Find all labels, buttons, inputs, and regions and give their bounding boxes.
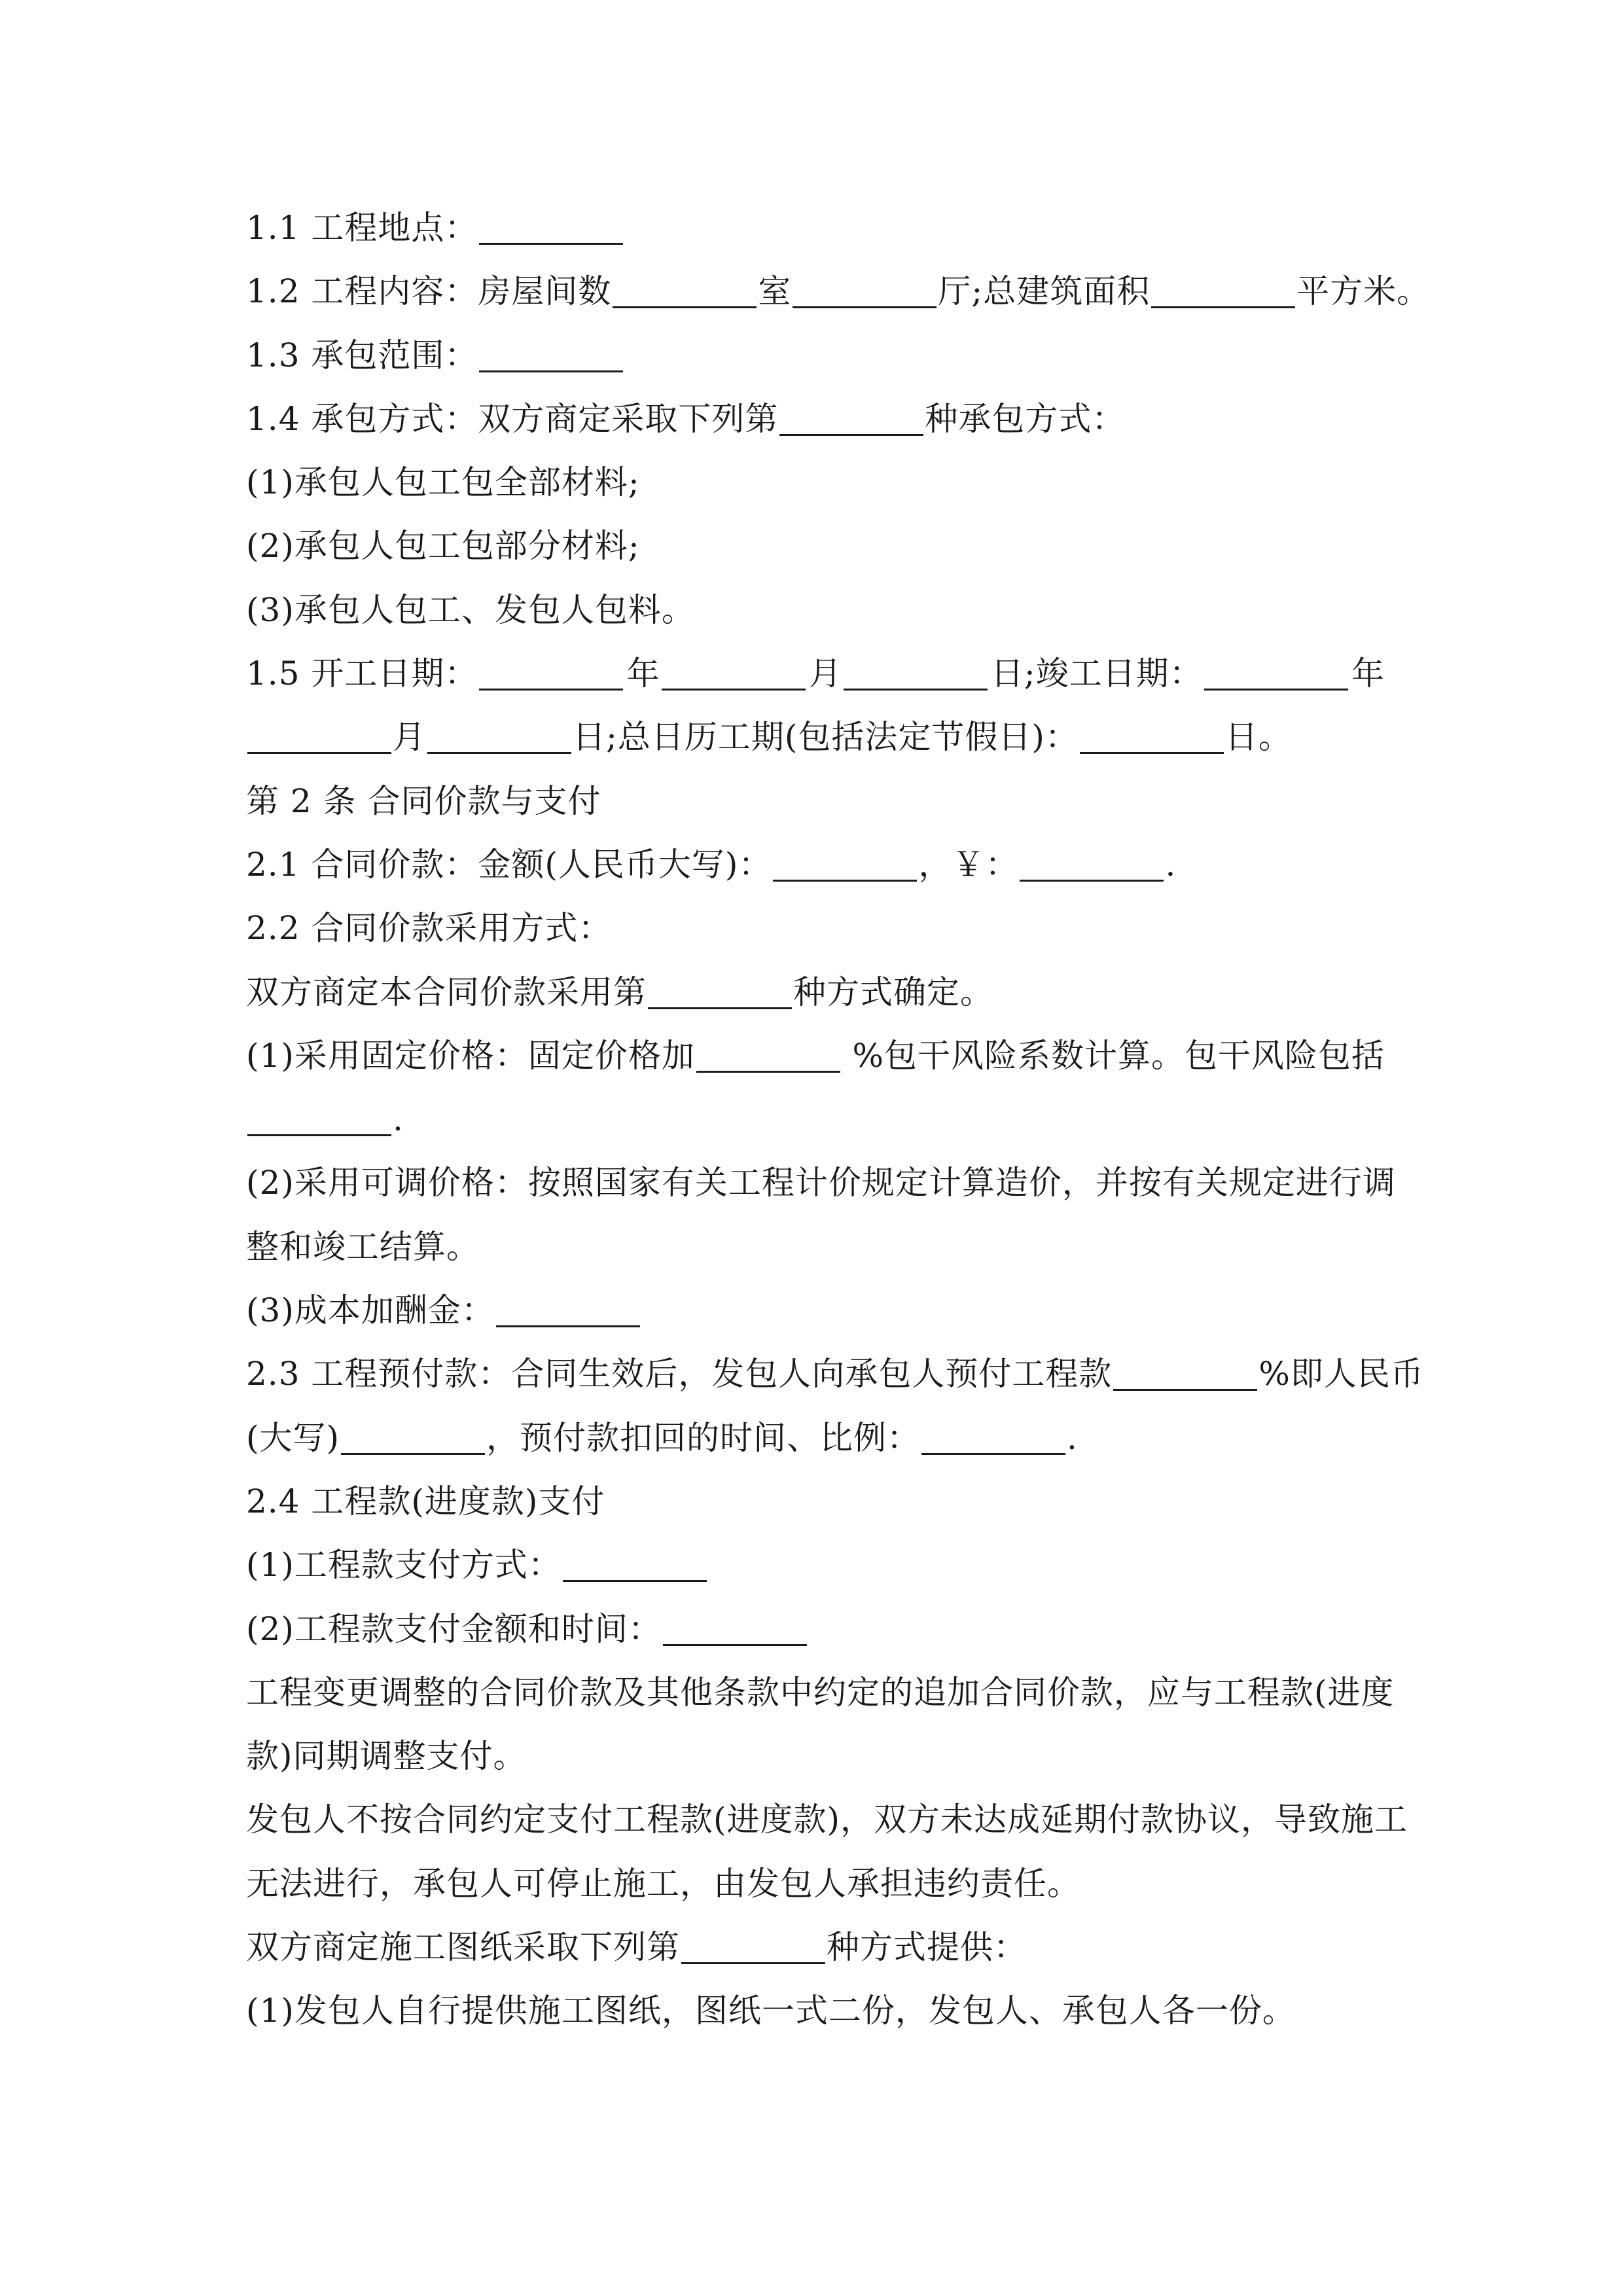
clause-text: %即人民币 xyxy=(1258,1355,1424,1393)
clause-text: (3)成本加酬金： xyxy=(246,1291,495,1330)
clause-2-3-cont xyxy=(246,1407,1385,1470)
clause-text: ，￥： xyxy=(918,845,1019,884)
clause-text: ，预付款扣回的时间、比例： xyxy=(486,1418,921,1457)
price-option-1 xyxy=(246,1024,1385,1088)
clause-text: 1.2 工程内容：房屋间数 xyxy=(246,272,612,311)
clause-text: 年 xyxy=(626,655,660,693)
clause-text: 室 xyxy=(758,272,792,311)
fill-in-blank[interactable] xyxy=(793,274,936,308)
clause-1-5 xyxy=(246,642,1385,706)
fill-in-blank[interactable] xyxy=(1080,719,1224,754)
price-option-2 xyxy=(246,1151,1396,1215)
payment-option-2 xyxy=(246,1598,1385,1661)
clause-text: 整和竣工结算。 xyxy=(246,1227,480,1266)
section-heading: 第 2 条 合同价款与支付 xyxy=(246,781,601,820)
fill-in-blank[interactable] xyxy=(613,274,757,308)
clause-text: (大写) xyxy=(246,1418,340,1457)
clause-text: 2.2 合同价款采用方式： xyxy=(246,909,612,948)
clause-1-3 xyxy=(246,324,1385,387)
fill-in-blank[interactable] xyxy=(779,401,923,436)
fill-in-blank[interactable] xyxy=(247,1102,391,1136)
clause-text: 款)同期调整支付。 xyxy=(246,1737,527,1776)
fill-in-blank[interactable] xyxy=(247,719,391,754)
clause-text: (2)承包人包工包部分材料; xyxy=(246,527,640,565)
fill-in-blank[interactable] xyxy=(844,656,988,691)
clause-text: . xyxy=(1067,1418,1078,1457)
clause-text: 双方商定本合同价款采用第 xyxy=(246,973,647,1011)
clause-text: . xyxy=(393,1100,404,1139)
clause-text: (1)承包人包工包全部材料; xyxy=(246,463,640,502)
paragraph-default-payment-cont xyxy=(246,1852,1385,1916)
price-option-3 xyxy=(246,1279,1385,1342)
clause-text: 种方式提供： xyxy=(827,1928,1027,1967)
clause-text: 2.4 工程款(进度款)支付 xyxy=(246,1482,605,1520)
clause-text: (1)采用固定价格：固定价格加 xyxy=(246,1036,695,1075)
fill-in-blank[interactable] xyxy=(1113,1356,1257,1391)
clause-text: 日;总日历工期(包括法定节假日)： xyxy=(573,718,1079,757)
clause-2-1 xyxy=(246,833,1385,897)
clause-text: 1.3 承包范围： xyxy=(246,336,478,374)
option-1 xyxy=(246,451,1385,514)
paragraph-change-adjust-cont xyxy=(246,1725,1385,1788)
clause-text: (3)承包人包工、发包人包料。 xyxy=(246,590,695,629)
fill-in-blank[interactable] xyxy=(563,1547,707,1582)
clause-2-4 xyxy=(246,1470,1385,1534)
fill-in-blank[interactable] xyxy=(648,975,792,1009)
clause-text: %包干风险系数计算。包干风险包括 xyxy=(852,1036,1385,1075)
fill-in-blank[interactable] xyxy=(1020,847,1164,882)
clause-text: (2)采用可调价格：按照国家有关工程计价规定计算造价，并按有关规定进行调 xyxy=(246,1164,1396,1202)
clause-text: (1)工程款支付方式： xyxy=(246,1546,562,1585)
fill-in-blank[interactable] xyxy=(479,656,623,691)
payment-option-1 xyxy=(246,1534,1385,1597)
clause-text: 2.1 合同价款：金额(人民币大写)： xyxy=(246,845,772,884)
fill-in-blank[interactable] xyxy=(1151,274,1295,308)
clause-text: 厅;总建筑面积 xyxy=(938,272,1150,311)
clause-text: 1.5 开工日期： xyxy=(246,655,478,693)
clause-text: 日;竣工日期： xyxy=(990,655,1203,693)
fill-in-blank[interactable] xyxy=(663,1611,807,1646)
clause-2-3 xyxy=(246,1342,1424,1406)
paragraph-change-adjust xyxy=(246,1661,1395,1725)
clause-text: 平方米。 xyxy=(1296,272,1431,311)
article-2-heading xyxy=(246,770,1385,833)
clause-text: 月 xyxy=(393,718,426,757)
fill-in-blank[interactable] xyxy=(496,1293,640,1327)
paragraph-drawings xyxy=(246,1916,1385,1979)
fill-in-blank[interactable] xyxy=(662,656,806,691)
price-option-1-cont xyxy=(246,1088,1385,1151)
clause-2-2 xyxy=(246,897,1385,960)
clause-text: 日。 xyxy=(1224,718,1292,757)
fill-in-blank[interactable] xyxy=(696,1038,840,1073)
clause-text: 种承包方式： xyxy=(925,399,1126,438)
clause-text: 发包人不按合同约定支付工程款(进度款)，双方未达成延期付款协议，导致施工 xyxy=(246,1801,1408,1839)
fill-in-blank[interactable] xyxy=(479,338,623,372)
fill-in-blank[interactable] xyxy=(1204,656,1348,691)
clause-1-2 xyxy=(246,260,1431,323)
clause-text: 1.1 工程地点： xyxy=(246,209,478,247)
fill-in-blank[interactable] xyxy=(341,1420,485,1455)
clause-text: 种方式确定。 xyxy=(793,973,993,1011)
contract-text xyxy=(246,196,1431,2043)
clause-text: 无法进行，承包人可停止施工，由发包人承担违约责任。 xyxy=(246,1864,1080,1903)
fill-in-blank[interactable] xyxy=(773,847,917,882)
clause-text: (1)发包人自行提供施工图纸，图纸一式二份，发包人、承包人各一份。 xyxy=(246,1992,1296,2030)
clause-1-4 xyxy=(246,387,1385,451)
option-2 xyxy=(246,514,1385,578)
drawings-option-1 xyxy=(246,1979,1385,2043)
option-3 xyxy=(246,579,1385,642)
fill-in-blank[interactable] xyxy=(479,210,623,245)
clause-text: (2)工程款支付金额和时间： xyxy=(246,1609,662,1648)
clause-2-2-method xyxy=(246,961,1385,1024)
clause-text: 年 xyxy=(1351,655,1385,693)
clause-1-1 xyxy=(246,196,1385,260)
fill-in-blank[interactable] xyxy=(681,1929,825,1964)
clause-text: . xyxy=(1165,845,1177,884)
fill-in-blank[interactable] xyxy=(921,1420,1065,1455)
clause-text: 双方商定施工图纸采取下列第 xyxy=(246,1928,680,1967)
clause-1-5-cont xyxy=(246,706,1385,769)
paragraph-default-payment xyxy=(246,1788,1408,1852)
fill-in-blank[interactable] xyxy=(427,719,571,754)
clause-text: 2.3 工程预付款：合同生效后，发包人向承包人预付工程款 xyxy=(246,1355,1113,1393)
clause-text: 月 xyxy=(808,655,842,693)
price-option-2-cont xyxy=(246,1215,1385,1279)
clause-text: 1.4 承包方式：双方商定采取下列第 xyxy=(246,399,779,438)
clause-text: 工程变更调整的合同价款及其他条款中约定的追加合同价款，应与工程款(进度 xyxy=(246,1673,1395,1712)
